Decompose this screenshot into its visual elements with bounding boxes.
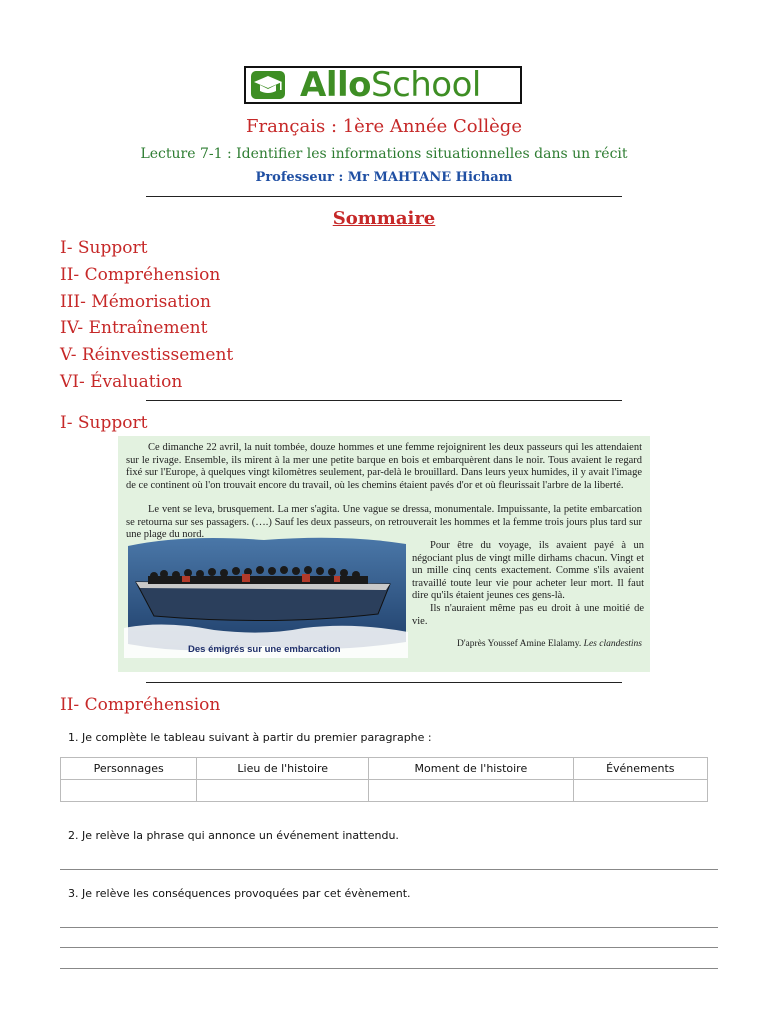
question-1: 1. Je complète le tableau suivant à partir du premier paragraphe : <box>68 731 432 744</box>
lesson-subtitle: Lecture 7-1 : Identifier les informations situationnelles dans un récit <box>140 146 628 162</box>
support-heading: I- Support <box>60 413 148 433</box>
divider <box>146 196 622 197</box>
col-place: Lieu de l'histoire <box>197 758 369 780</box>
answer-cell-time[interactable] <box>369 780 573 802</box>
col-events: Événements <box>573 758 707 780</box>
divider <box>146 682 622 683</box>
summary-heading: Sommaire <box>332 208 436 229</box>
col-characters: Personnages <box>61 758 197 780</box>
source-credit: D'après Youssef Amine Elalamy. Les clandestins <box>456 639 642 649</box>
info-table <box>60 757 708 802</box>
answer-line[interactable] <box>60 947 718 948</box>
summary-item: II- Compréhension <box>60 264 221 285</box>
boat-illustration <box>124 532 408 658</box>
alloschool-logo <box>244 66 522 104</box>
answer-line[interactable] <box>60 927 718 928</box>
professor-name: Professeur : Mr MAHTANE Hicham <box>255 170 513 185</box>
comprehension-heading: II- Compréhension <box>60 695 221 715</box>
story-paragraph-3b: Ils n'auraient même pas eu droit à une moitié de vie. <box>412 602 644 627</box>
logo-text: AlloSchool <box>300 65 481 105</box>
summary-item: V- Réinvestissement <box>60 345 234 366</box>
answer-cell-events[interactable] <box>573 780 707 802</box>
story-paragraph-1: Ce dimanche 22 avril, la nuit tombée, douze hommes et une femme rejoignirent les deux passeurs qui les attendaient sur le rivage. Ensemble, ils mirent à la mer une petite barque en bois et embarquèrent dans le noir. Tous avaient le regard fixé sur l'Europe, à quelques vingt kilomètres seulement, par-delà le brouillard. Dans leurs yeux humides, il y avait l'image de ce continent où l'on trouvait encore du travail, où les chemins étaient pavés d'or et où fleurissait l'arbre de la liberté. <box>126 442 642 491</box>
question-2: 2. Je relève la phrase qui annonce un événement inattendu. <box>68 829 399 842</box>
support-text-image <box>118 436 650 672</box>
answer-line[interactable] <box>60 869 718 870</box>
summary-item: VI- Évaluation <box>60 371 183 392</box>
story-paragraph-2: Le vent se leva, brusquement. La mer s'agita. Une vague se dressa, monumentale. Impuissante, la petite embarcation se retourna sur ses passagers. (….) Sauf les deux passeurs, on retrouverait les hommes et la femme trois jours plus tard sur une plage du nord. <box>126 504 642 541</box>
question-3: 3. Je relève les conséquences provoquées par cet évènement. <box>68 887 411 900</box>
summary-item: III- Mémorisation <box>60 291 211 312</box>
table-header-row <box>61 758 708 780</box>
answer-line[interactable] <box>60 968 718 969</box>
summary-item: IV- Entraînement <box>60 318 208 339</box>
col-time: Moment de l'histoire <box>369 758 573 780</box>
divider <box>146 400 622 401</box>
answer-cell-place[interactable] <box>197 780 369 802</box>
summary-item: I- Support <box>60 238 148 258</box>
story-paragraph-3a: Pour être du voyage, ils avaient payé à un négociant plus de vingt mille dirhams chacun. Vingt et un mille cinq cents exactement. Comme s'ils avaient travaillé toute leur vie pour acheter leur mort. Il faut dire qu'ils étaient jeunes ces gens-là. <box>412 540 644 602</box>
answer-cell-characters[interactable] <box>61 780 197 802</box>
summary-list <box>60 235 233 396</box>
document-title: Français : 1ère Année Collège <box>246 116 522 137</box>
graduation-cap-icon <box>250 70 286 100</box>
image-caption: Des émigrés sur une embarcation <box>188 644 341 655</box>
table-row <box>61 780 708 802</box>
story-paragraph-3 <box>412 540 644 628</box>
